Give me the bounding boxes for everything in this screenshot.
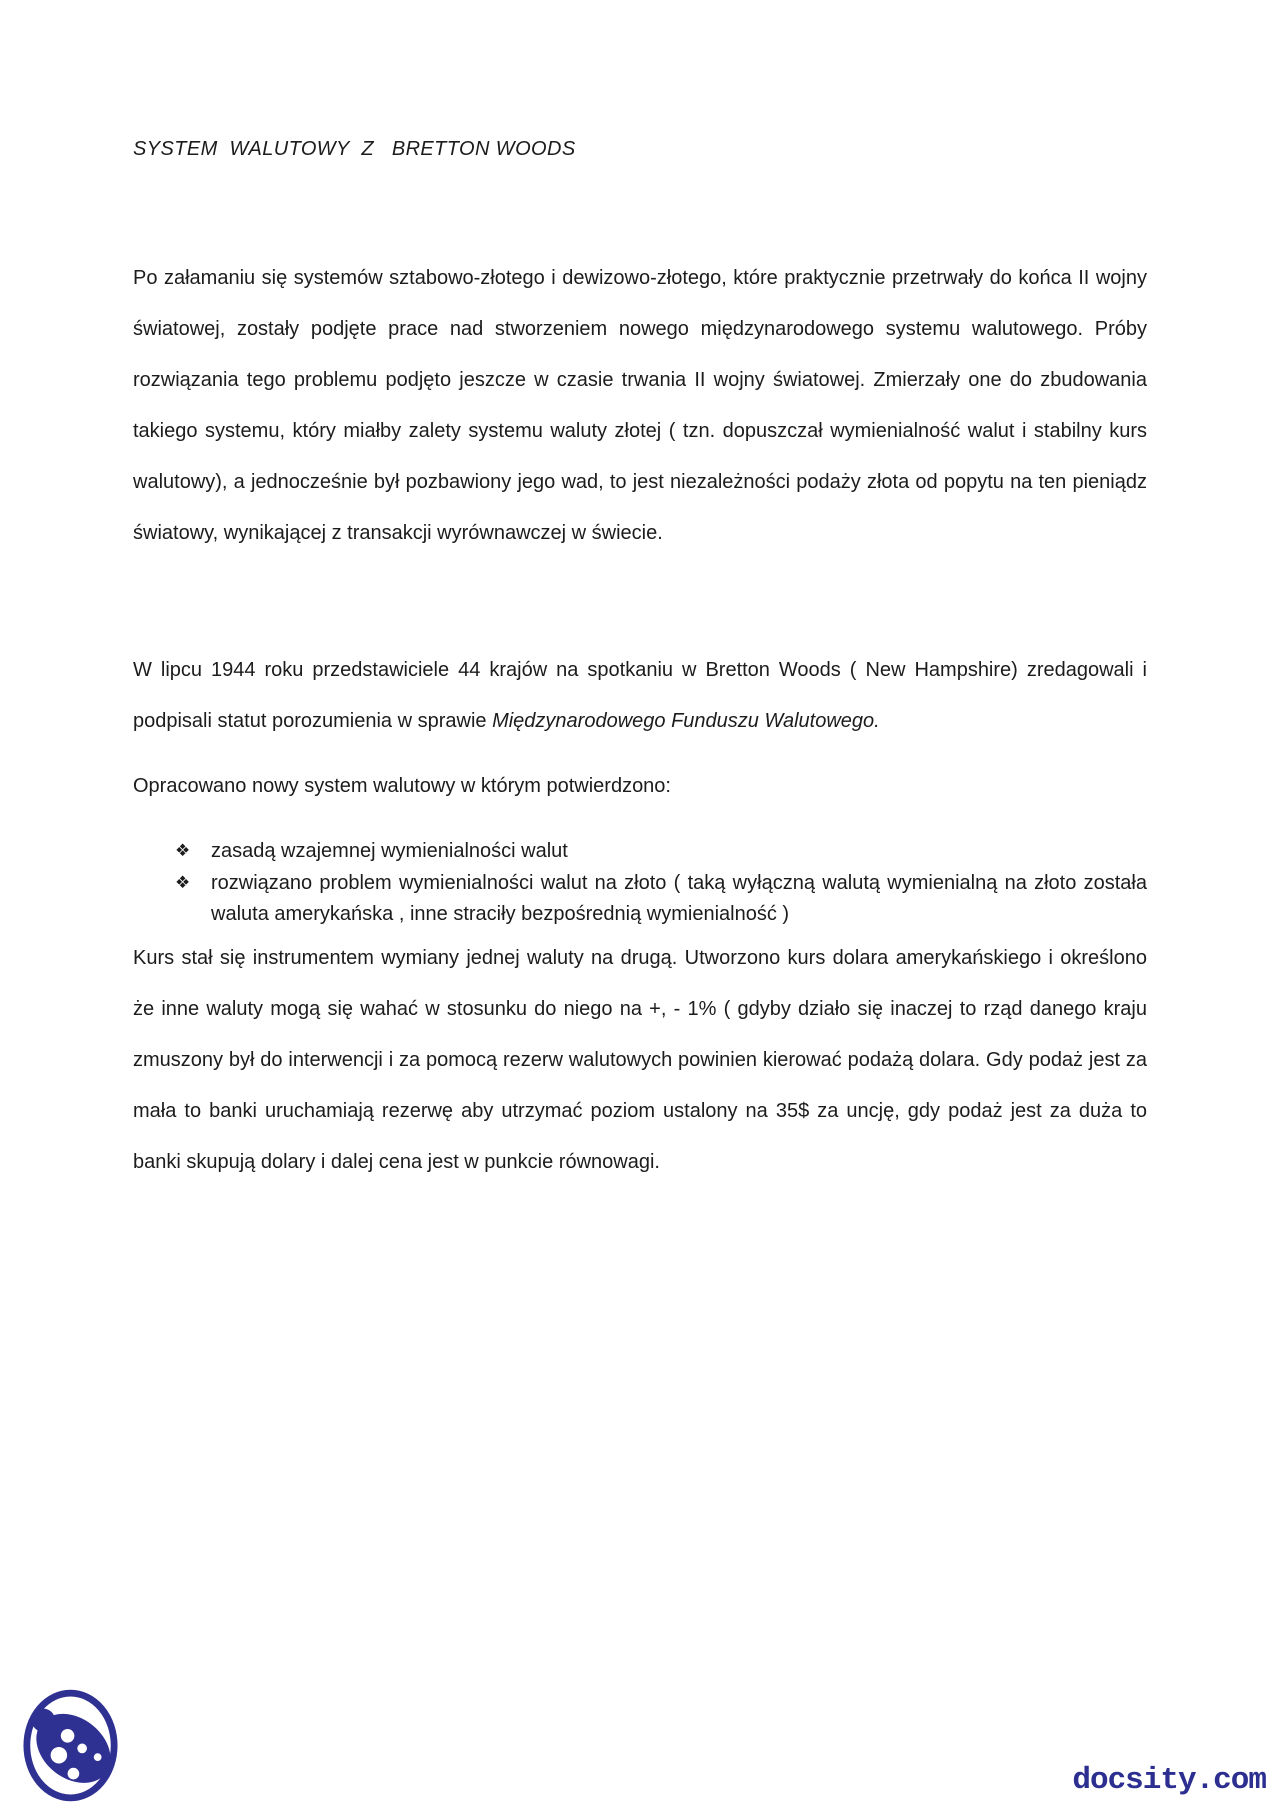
paragraph-exchange-rate: Kurs stał się instrumentem wymiany jednej waluty na drugą. Utworzono kurs dolara amerykańskiego i określono że inne waluty mogą się wahać w stosunku do niego na +, - 1% ( gdyby działo się inaczej to rząd danego kraju zmuszony był do interwencji i za pomocą rezerw walutowych powinien kierować podażą dolara. Gdy podaż jest za mała to banki uruchamiają rezerwę aby utrzymać poziom ustalony na 35$ za uncję, gdy podaż jest za duża to banki skupują dolary i dalej cena jest w punkcie równowagi. — [133, 946, 1147, 1173]
bullet-list — [175, 836, 1147, 931]
diamond-bullet-icon: ❖ — [175, 872, 191, 892]
list-item — [175, 868, 1147, 931]
docsity-watermark: docsity.com — [1072, 1763, 1266, 1798]
diamond-bullet-icon: ❖ — [175, 841, 191, 860]
imf-name-italic: Międzynarodowego Funduszu Walutowego. — [492, 710, 880, 732]
list-item — [175, 836, 1147, 868]
document-title: SYSTEM WALUTOWY Z BRETTON WOODS — [133, 138, 576, 160]
paragraph-bretton-woods-text: W lipcu 1944 roku przedstawiciele 44 krajów na spotkaniu w Bretton Woods ( New Hampshire) zredagowali i podpisali statut porozumienia w sprawie — [133, 659, 1147, 732]
paragraph-bretton-woods — [133, 645, 1147, 747]
paragraph-intro: Po załamaniu się systemów sztabowo-złotego i dewizowo-złotego, które praktycznie przetrwały do końca II wojny światowej, zostały podjęte prace nad stworzeniem nowego międzynarodowego systemu walutowego. Próby rozwiązania tego problemu podjęto jeszcze w czasie trwania II wojny światowej. Zmierzały one do zbudowania takiego systemu, który miałby zalety systemu waluty złotej ( tzn. dopuszczał wymienialność walut i stabilny kurs walutowy), a jednocześnie był pozbawiony jego wad, to jest niezależności podaży złota od popytu na ten pieniądz światowy, wynikającej z transakcji wyrównawczej w świecie. — [133, 267, 1147, 544]
document-body — [133, 138, 1147, 1188]
docsity-logo-icon — [22, 1686, 119, 1805]
bullet-item-text: zasadą wzajemnej wymienialności walut — [211, 840, 568, 862]
bullet-item-text: rozwiązano problem wymienialności walut na złoto ( taką wyłączną walutą wymienialną na złoto została waluta amerykańska , inne straciły bezpośrednią wymienialność ) — [211, 871, 1147, 926]
paragraph-new-system-lead: Opracowano nowy system walutowy w którym potwierdzono: — [133, 775, 671, 797]
